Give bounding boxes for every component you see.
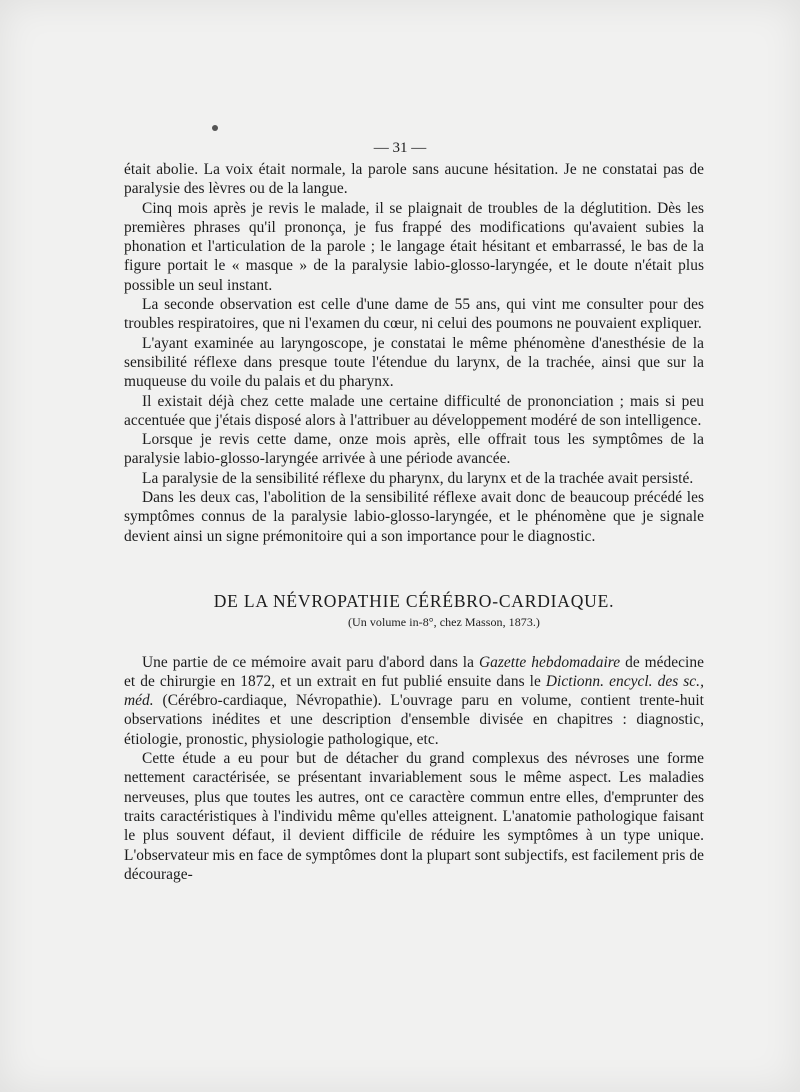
section-title: DE LA NÉVROPATHIE CÉRÉBRO-CARDIAQUE. <box>213 590 615 611</box>
paragraph: Une partie de ce mémoire avait paru d'abord dans la Gazette hebdomadaire de médecine et de chirurgie en 1872, et un extrait en fut publié ensuite dans le Dictionn. encycl. des sc., méd. (Cérébro-cardiaque, Névropathie). L'ouvrage paru en volume, contient trente-huit observations inédites et une description d'ensemble divisée en chapitres : diagnostic, étiologie, pronostic, physiologie pathologique, etc. <box>124 653 704 748</box>
printer-mark <box>212 125 218 131</box>
page-number: — 31 — <box>373 140 427 156</box>
paragraph: Dans les deux cas, l'abolition de la sensibilité réflexe avait donc de beaucoup précédé les symptômes connus de la paralysie labio-glosso-laryngée, et le phénomène que je signale devient ainsi un signe prémonitoire qui a son importance pour le diagnostic. <box>124 489 704 545</box>
paragraph: Il existait déjà chez cette malade une certaine difficulté de prononciation ; mais si peu accentuée que j'étais disposé alors à l'attribuer au développement modéré de son intelligence. <box>124 392 704 429</box>
paragraph: L'ayant examinée au laryngoscope, je constatai le même phénomène d'anesthésie de la sensibilité réflexe dans presque toute l'étendue du larynx, de la trachée, ainsi que sur la muqueuse du voile du palais et du pharynx. <box>124 334 704 391</box>
paragraph: Cette étude a eu pour but de détacher du grand complexus des névroses une forme nettement caractérisée, se présentant invariablement sous le même aspect. Les maladies nerveuses, plus que toutes les autres, ont ce caractère commun entre elles, d'emprunter des traits caractéristiques à l'individu même qu'elles atteignent. L'anatomie pathologique faisant le plus souvent défaut, il devient difficile de réduire les symptômes à un type unique. L'observateur mis en face de symptômes dont la plupart sont subjectifs, est facilement pris de décourage- <box>124 750 704 883</box>
paragraph: Cinq mois après je revis le malade, il se plaignait de troubles de la déglutition. Dès les premières phrases qu'il prononça, je fus frappé des modifications qu'avaient subies la phonation et l'articulation de la parole ; le langage était hésitant et embarrassé, le bas de la figure portait le « masque » de la paralysie labio-glosso-laryngée, et le doute n'était plus possible un seul instant. <box>124 199 704 294</box>
paragraph: était abolie. La voix était normale, la parole sans aucune hésitation. Je ne constatai pas de paralysie des lèvres ou de la langue. <box>124 161 704 198</box>
paragraph: Lorsque je revis cette dame, onze mois après, elle offrait tous les symptômes de la paralysie labio-glosso-laryngée arrivée à une période avancée. <box>124 431 704 468</box>
paragraph: La paralysie de la sensibilité réflexe du pharynx, du larynx et de la trachée avait persisté. <box>142 469 694 487</box>
paragraph: La seconde observation est celle d'une dame de 55 ans, qui vint me consulter pour des troubles respiratoires, que ni l'examen du cœur, ni celui des poumons ne pouvaient expliquer. <box>124 296 704 333</box>
body-text <box>124 160 704 884</box>
section-subtitle: (Un volume in-8°, chez Masson, 1873.) <box>348 615 540 630</box>
